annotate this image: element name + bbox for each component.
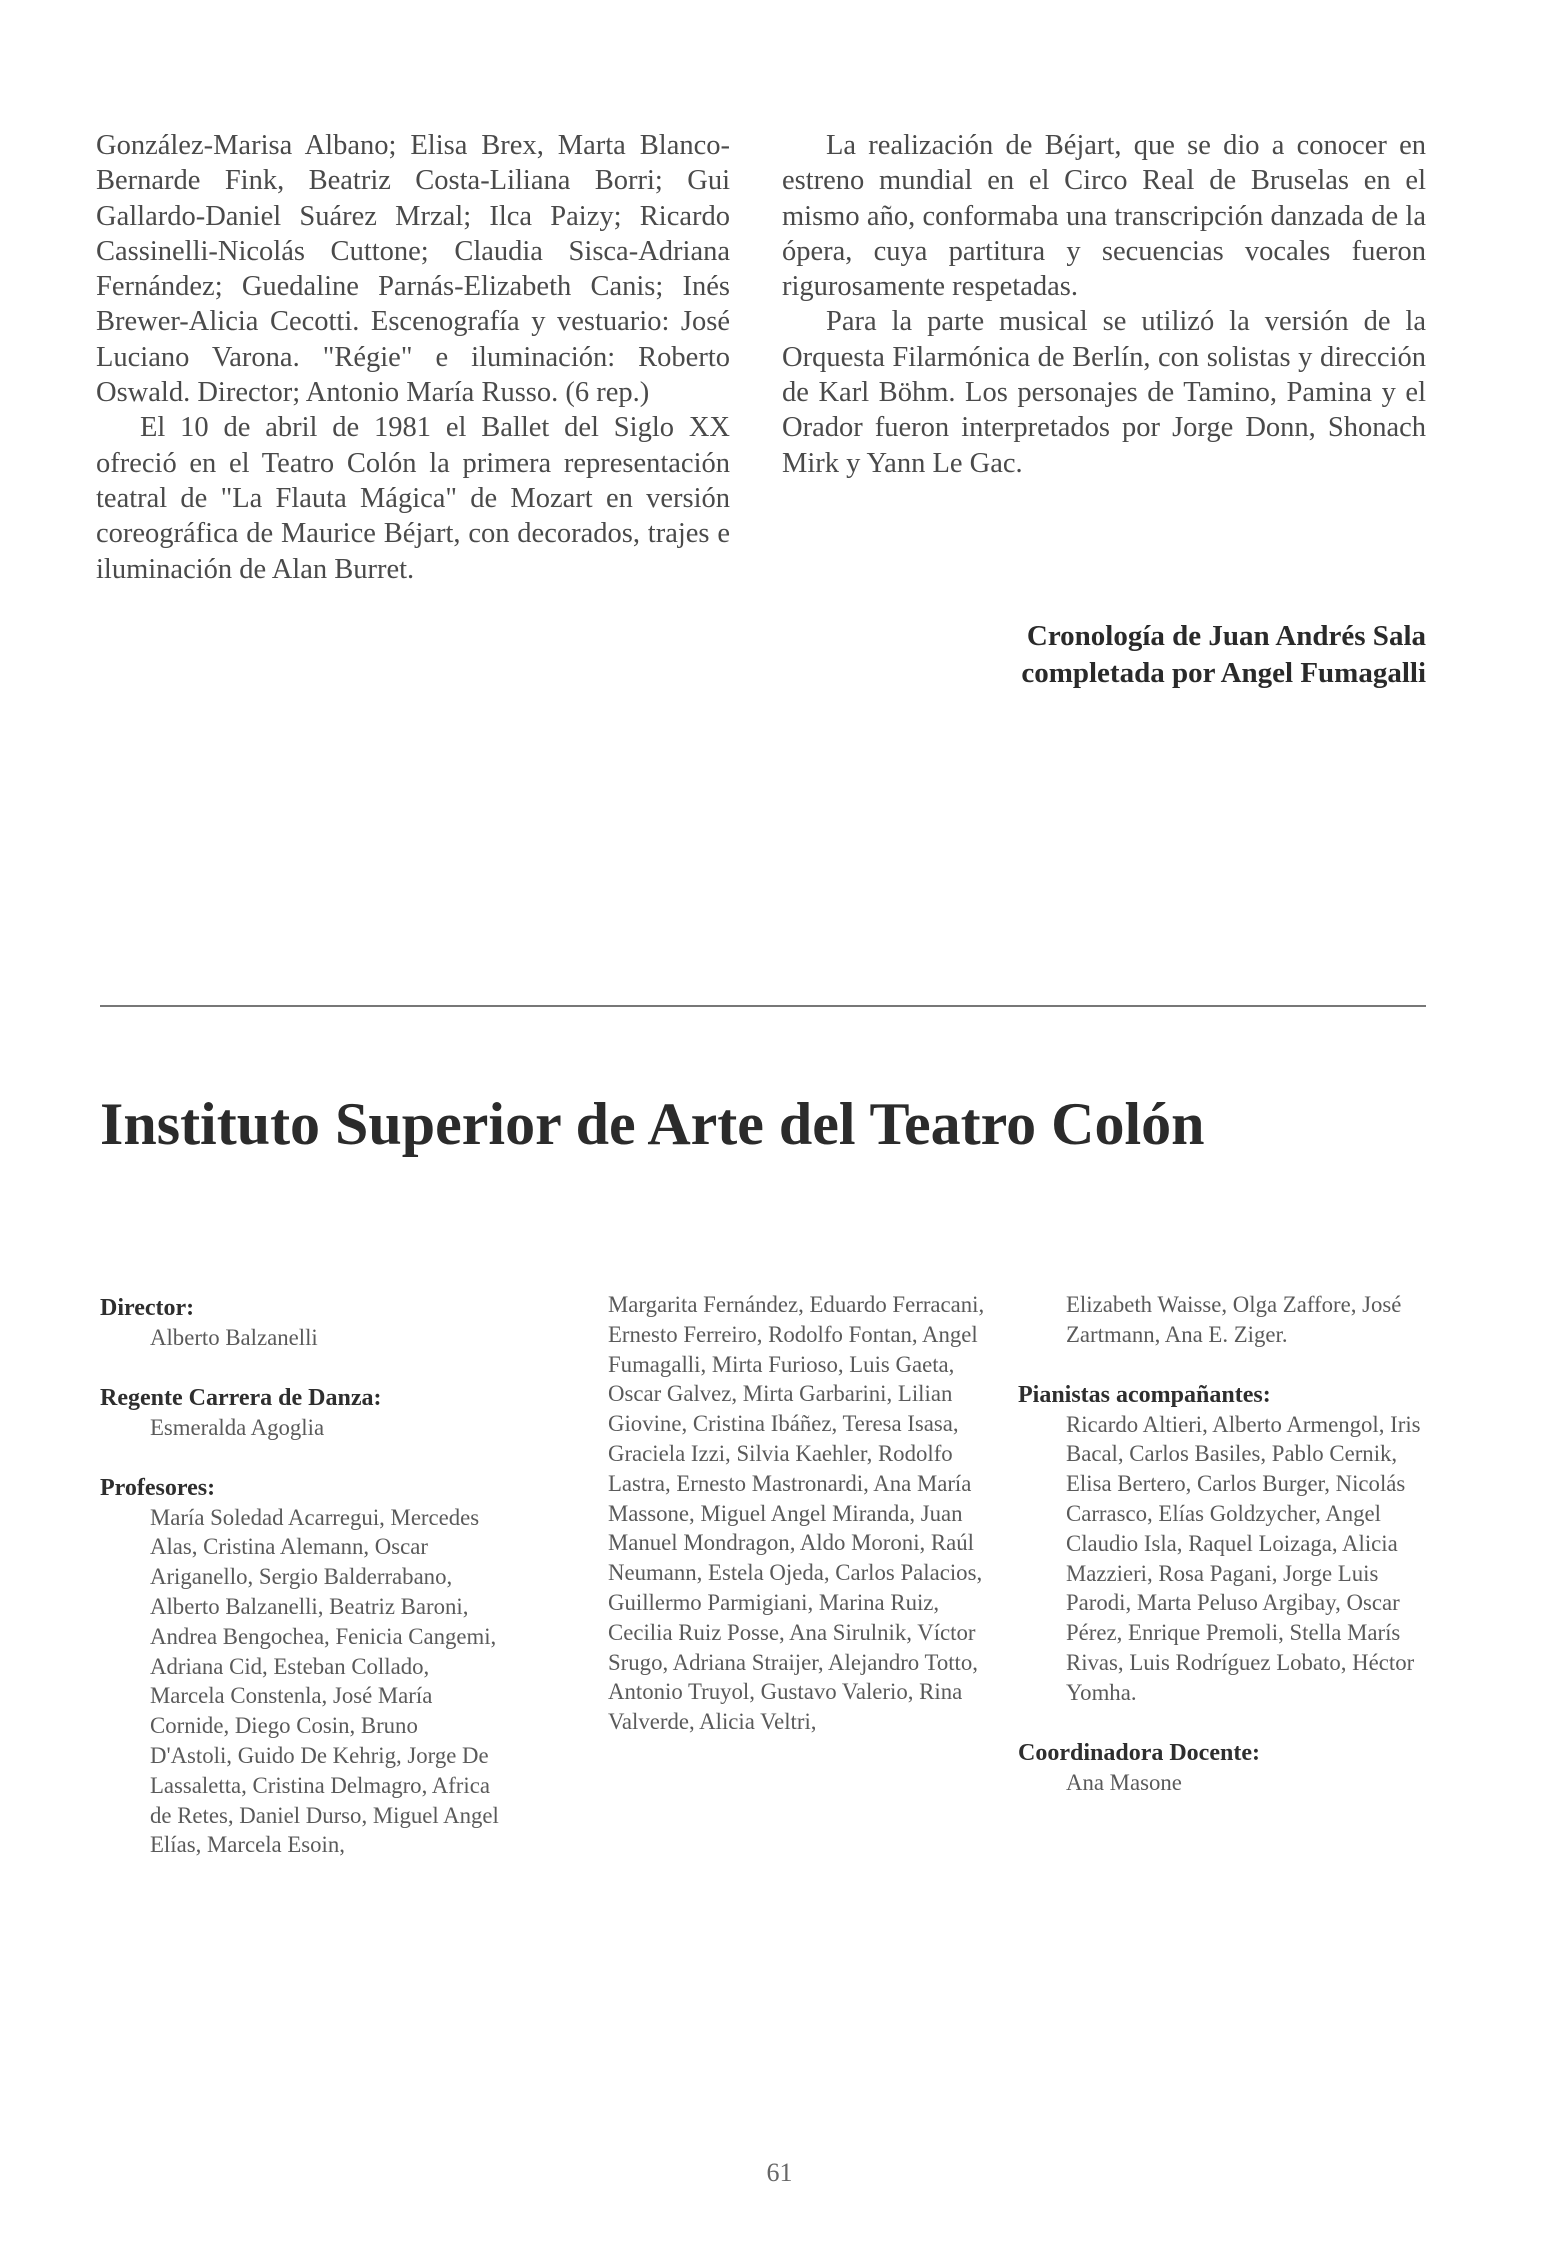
section-divider: [100, 1005, 1426, 1007]
regente-names: Esmeralda Agoglia: [150, 1414, 325, 1440]
realizacion-paragraph: La realización de Béjart, que se dio a conocer en estreno mundial en el Circo Real de Bruselas en el mismo año, conformaba una transcripción danzada de la ópera, cuya partitura y secuencias vocales fueron rigurosamente respetadas.: [782, 130, 1426, 303]
staff-column-2: [608, 1290, 1008, 1737]
top-right-column: [782, 128, 1426, 481]
profesores-label: Profesores:: [100, 1474, 216, 1501]
cast-paragraph: González-Marisa Albano; Elisa Brex, Marta Blanco-Bernarde Fink, Beatriz Costa-Liliana Borri; Gui Gallardo-Daniel Suárez Mrzal; Ilca Paizy; Ricardo Cassinelli-Nicolás Cuttone; Claudia Sisca-Adriana Fernández; Guedaline Parnás-Elizabeth Canis; Inés Brewer-Alicia Cecotti. Escenografía y vestuario: José Luciano Varona. "Régie" e iluminación: Roberto Oswald. Director; Antonio María Russo. (6 rep.): [96, 130, 730, 409]
profesores-names-part-2: Margarita Fernández, Eduardo Ferracani, Ernesto Ferreiro, Rodolfo Fontan, Angel Fumagalli, Mirta Furioso, Luis Gaeta, Oscar Galvez, Mirta Garbarini, Lilian Giovine, Cristina Ibáñez, Teresa Isasa, Graciela Izzi, Silvia Kaehler, Rodolfo Lastra, Ernesto Mastronardi, Ana María Massone, Miguel Angel Miranda, Juan Manuel Mondragon, Aldo Moroni, Raúl Neumann, Estela Ojeda, Carlos Palacios, Guillermo Parmigiani, Marina Ruiz, Cecilia Ruiz Posse, Ana Sirulnik, Víctor Srugo, Adriana Straijer, Alejandro Totto, Antonio Truyol, Gustavo Valerio, Rina Valverde, Alicia Veltri,: [608, 1292, 985, 1735]
staff-column-3: [1018, 1290, 1448, 1797]
musical-paragraph: Para la parte musical se utilizó la versión de la Orquesta Filarmónica de Berlín, con solistas y dirección de Karl Böhm. Los personajes de Tamino, Pamina y el Orador fueron interpretados por Jorge Donn, Shonach Mirk y Yann Le Gac.: [782, 306, 1426, 479]
credit-line-2: completada por Angel Fumagalli: [1021, 657, 1426, 689]
bejart-paragraph: El 10 de abril de 1981 el Ballet del Siglo XX ofreció en el Teatro Colón la primera representación teatral de "La Flauta Mágica" de Mozart en versión coreográfica de Maurice Béjart, con decorados, trajes e iluminación de Alan Burret.: [96, 412, 730, 585]
director-names: Alberto Balzanelli: [150, 1325, 318, 1350]
chronology-credit: [782, 618, 1426, 692]
page-number: 61: [766, 2158, 793, 2187]
staff-column-1: [100, 1293, 500, 1860]
pianistas-names: Ricardo Altieri, Alberto Armengol, Iris Bacal, Carlos Basiles, Pablo Cernik, Elisa Bertero, Carlos Burger, Nicolás Carrasco, Elías Goldzycher, Angel Claudio Isla, Raquel Loizaga, Alicia Mazzieri, Rosa Pagani, Jorge Luis Parodi, Marta Peluso Argibay, Oscar Pérez, Enrique Premoli, Stella Marís Rivas, Luis Rodríguez Lobato, Héctor Yomha.: [1066, 1411, 1421, 1705]
pianistas-label: Pianistas acompañantes:: [1018, 1381, 1271, 1408]
coordinadora-names: Ana Masone: [1066, 1769, 1182, 1795]
credit-line-1: Cronología de Juan Andrés Sala: [1026, 620, 1426, 652]
profesores-names-part-1: María Soledad Acarregui, Mercedes Alas, Cristina Alemann, Oscar Ariganello, Sergio Balderrabano, Alberto Balzanelli, Beatriz Baroni, Andrea Bengochea, Fenicia Cangemi, Adriana Cid, Esteban Collado, Marcela Constenla, José María Cornide, Diego Cosin, Bruno D'Astoli, Guido De Kehrig, Jorge De Lassaletta, Cristina Delmagro, Africa de Retes, Daniel Durso, Miguel Angel Elías, Marcela Esoin,: [150, 1504, 499, 1858]
coordinadora-label: Coordinadora Docente:: [1018, 1739, 1260, 1766]
regente-label: Regente Carrera de Danza:: [100, 1384, 382, 1411]
director-label: Director:: [100, 1295, 195, 1321]
profesores-names-part-3: Elizabeth Waisse, Olga Zaffore, José Zartmann, Ana E. Ziger.: [1066, 1292, 1402, 1347]
top-left-column: [96, 128, 730, 587]
institute-title: Instituto Superior de Arte del Teatro Colón: [100, 1091, 1205, 1157]
